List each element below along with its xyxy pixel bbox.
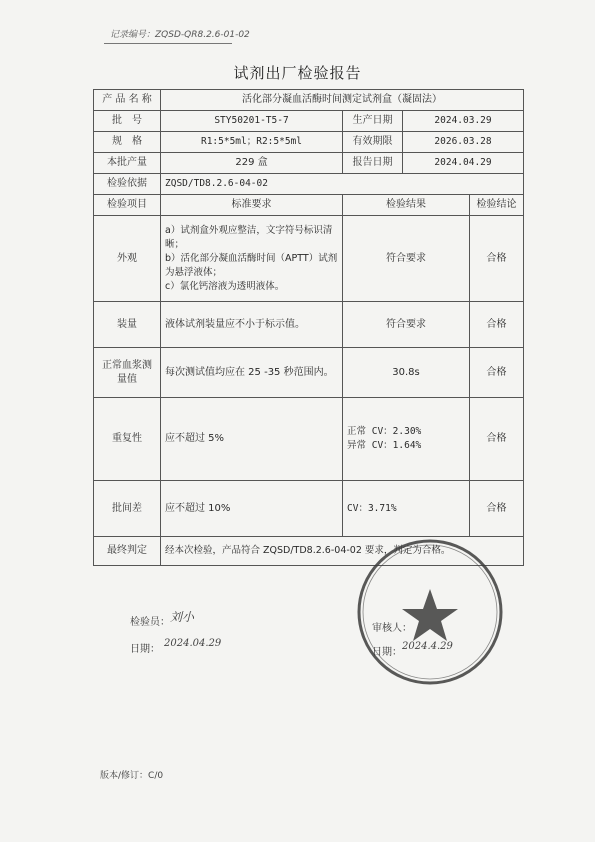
table-row <box>94 216 524 302</box>
header-conclusion: 检验结论 <box>470 195 524 216</box>
inspector-label: 检验员： <box>130 617 170 628</box>
row-result: 30.8s <box>343 348 470 398</box>
basis-value: ZQSD/TD8.2.6-04-02 <box>161 174 524 195</box>
table-row <box>94 348 524 398</box>
inspection-report-table <box>93 89 524 566</box>
row-standard: a）试剂盒外观应整洁，文字符号标识清晰； b）活化部分凝血活酶时间（APTT）试剂为悬浮液体； c）氯化钙溶液为透明液体。 <box>161 216 343 302</box>
reviewer-date-label: 日期： <box>372 647 402 658</box>
inspector-date-label: 日期： <box>130 644 160 655</box>
row-item: 重复性 <box>94 398 161 481</box>
row-conclusion: 合格 <box>470 398 524 481</box>
report-date-value: 2024.04.29 <box>403 153 524 174</box>
quantity-row <box>94 153 524 174</box>
version-footer: 版本/修订：C/0 <box>100 771 164 781</box>
row-conclusion: 合格 <box>470 302 524 348</box>
inspector-date-value: 2024.04.29 <box>164 638 222 649</box>
spec-label: 规 格 <box>94 132 161 153</box>
batch-value: STY50201-T5-7 <box>161 111 343 132</box>
header-item: 检验项目 <box>94 195 161 216</box>
row-result: 符合要求 <box>343 302 470 348</box>
row-item: 装量 <box>94 302 161 348</box>
row-result: 正常 CV：2.30% 异常 CV：1.64% <box>343 398 470 481</box>
basis-row <box>94 174 524 195</box>
report-date-label: 报告日期 <box>343 153 403 174</box>
row-result: 符合要求 <box>343 216 470 302</box>
company-seal-stamp <box>355 537 505 687</box>
row-standard: 液体试剂装量应不小于标示值。 <box>161 302 343 348</box>
row-conclusion: 合格 <box>470 481 524 537</box>
row-conclusion: 合格 <box>470 348 524 398</box>
reviewer-date-value: 2024.4.29 <box>402 641 453 652</box>
product-name-label: 产 品 名 称 <box>94 90 161 111</box>
report-title: 试剂出厂检验报告 <box>233 64 362 82</box>
expiry-label: 有效期限 <box>343 132 403 153</box>
header-result: 检验结果 <box>343 195 470 216</box>
quantity-value: 229 盒 <box>161 153 343 174</box>
header-standard: 标准要求 <box>161 195 343 216</box>
spec-value: R1:5*5ml；R2:5*5ml <box>161 132 343 153</box>
reviewer-label: 审核人： <box>372 623 412 634</box>
expiry-value: 2026.03.28 <box>403 132 524 153</box>
inspector-signature: 刘小 <box>170 610 195 624</box>
record-number: 记录编号：ZQSD-QR8.2.6-01-02 <box>110 30 250 40</box>
table-row <box>94 302 524 348</box>
table-row <box>94 398 524 481</box>
table-header-row <box>94 195 524 216</box>
row-standard: 应不超过 5% <box>161 398 343 481</box>
row-standard: 每次测试值均应在 25 -35 秒范围内。 <box>161 348 343 398</box>
basis-label: 检验依据 <box>94 174 161 195</box>
batch-label: 批 号 <box>94 111 161 132</box>
spec-row <box>94 132 524 153</box>
header-underline <box>104 43 232 44</box>
row-item: 批间差 <box>94 481 161 537</box>
product-name-value: 活化部分凝血活酶时间测定试剂盒（凝固法） <box>161 90 524 111</box>
row-conclusion: 合格 <box>470 216 524 302</box>
product-name-row <box>94 90 524 111</box>
table-row <box>94 481 524 537</box>
production-date-label: 生产日期 <box>343 111 403 132</box>
row-item: 外观 <box>94 216 161 302</box>
final-judgement-label: 最终判定 <box>94 537 161 566</box>
batch-row <box>94 111 524 132</box>
quantity-label: 本批产量 <box>94 153 161 174</box>
production-date-value: 2024.03.29 <box>403 111 524 132</box>
row-item: 正常血浆测量值 <box>94 348 161 398</box>
row-standard: 应不超过 10% <box>161 481 343 537</box>
row-result: CV：3.71% <box>343 481 470 537</box>
final-judgement-text: 经本次检验，产品符合 ZQSD/TD8.2.6-04-02 要求，判定为合格。 <box>161 537 524 566</box>
